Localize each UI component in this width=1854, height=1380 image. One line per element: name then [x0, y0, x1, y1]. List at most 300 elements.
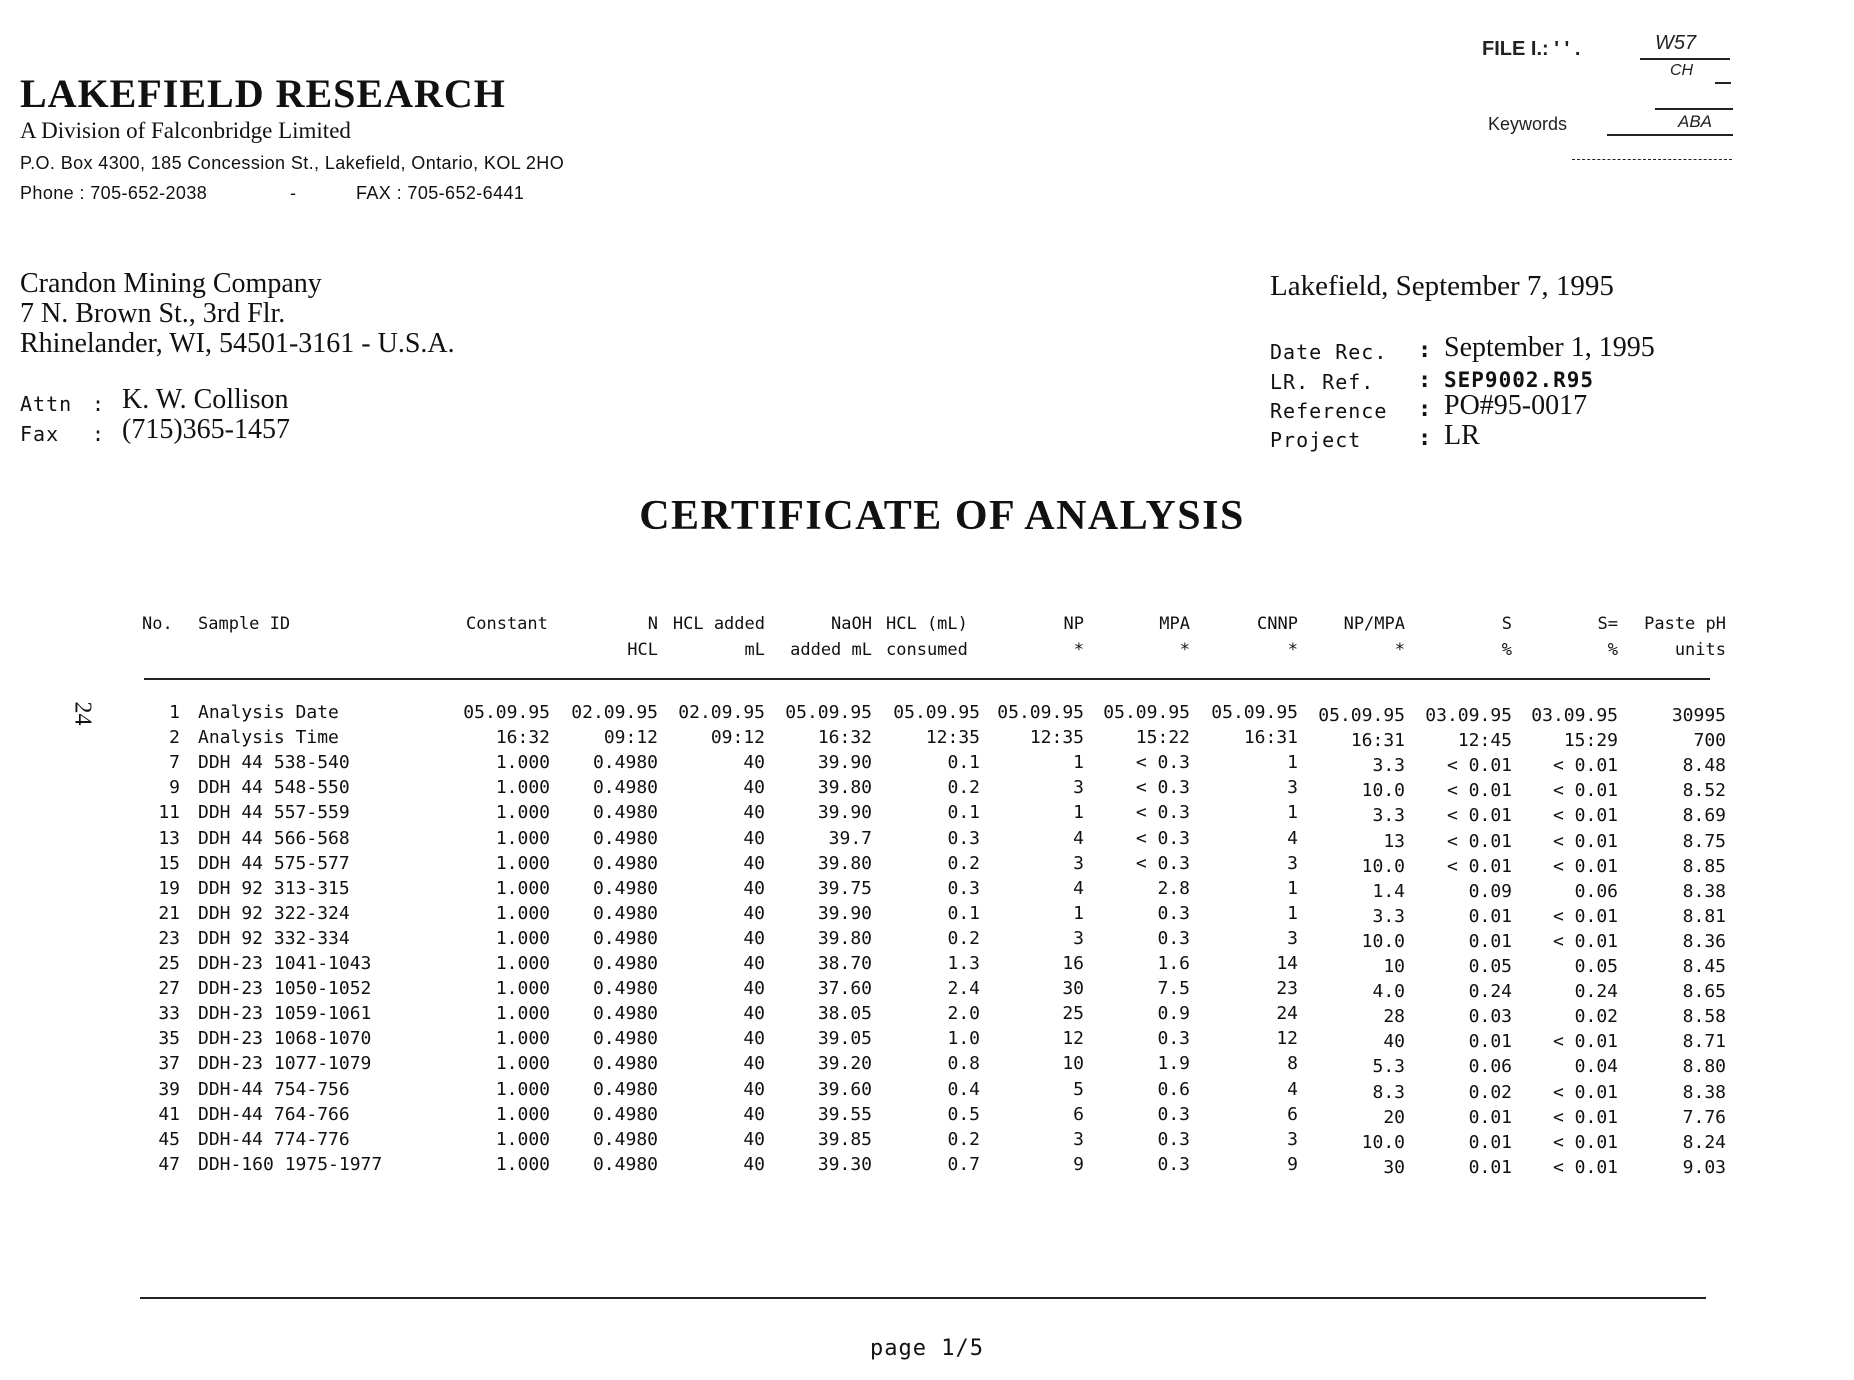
company-address: P.O. Box 4300, 185 Concession St., Lakefield, Ontario, KOL 2HO: [20, 153, 565, 173]
col-naoh-added-cell: 39.55: [817, 1104, 872, 1125]
col-s-sulfide-cell: 15:29: [1563, 730, 1618, 751]
col-s-sulfide-header-line2: %: [1607, 640, 1618, 660]
file-stamp-code: CH: [1670, 62, 1694, 79]
col-np-cell: 10: [1062, 1053, 1084, 1074]
col-mpa-cell: 1.6: [1157, 953, 1190, 974]
col-mpa-header-line2: *: [1179, 640, 1190, 660]
col-sample-id-cell: DDH 44 548-550: [198, 777, 350, 798]
col-n-hcl-cell: 0.4980: [592, 1154, 658, 1175]
col-s-sulfide-cell: 03.09.95: [1531, 705, 1618, 726]
col-naoh-added-cell: 39.80: [817, 928, 872, 949]
col-paste-ph-cell: 8.65: [1682, 981, 1726, 1002]
col-s-sulfide-cell: < 0.01: [1552, 1082, 1618, 1103]
col-hcl-added-cell: 40: [743, 1154, 765, 1175]
col-np-cell: 4: [1073, 878, 1084, 899]
col-constant-cell: 1.000: [495, 853, 550, 874]
col-np-mpa-cell: 4.0: [1372, 981, 1405, 1002]
col-hcl-added-cell: 40: [743, 953, 765, 974]
col-constant-cell: 1.000: [495, 777, 550, 798]
col-naoh-added-cell: 39.20: [817, 1053, 872, 1074]
col-s-cell: 0.01: [1468, 906, 1512, 927]
col-no-cell: 7: [169, 752, 180, 773]
col-no-header: No.: [142, 614, 173, 634]
col-s-sulfide-cell: < 0.01: [1552, 1157, 1618, 1178]
col-paste-ph-cell: 30995: [1671, 705, 1726, 726]
col-hcl-consumed-cell: 0.3: [947, 878, 980, 899]
col-np-mpa-header: NP/MPA: [1343, 614, 1405, 634]
col-np-mpa-header-line2: *: [1394, 640, 1405, 660]
col-constant-cell: 1.000: [495, 828, 550, 849]
col-cnnp-header: CNNP: [1257, 614, 1298, 634]
col-s-sulfide-cell: 0.02: [1574, 1006, 1618, 1027]
col-n-hcl-cell: 0.4980: [592, 828, 658, 849]
bottom-rule: [140, 1297, 1706, 1299]
col-no-cell: 9: [169, 777, 180, 798]
col-mpa-cell: < 0.3: [1135, 853, 1190, 874]
fax-value: (715)365-1457: [122, 414, 290, 445]
col-mpa-cell: < 0.3: [1135, 828, 1190, 849]
col-s-sulfide-cell: 0.04: [1574, 1056, 1618, 1077]
col-np-cell: 12:35: [1029, 727, 1084, 748]
col-no-cell: 19: [158, 878, 180, 899]
col-mpa-cell: 15:22: [1135, 727, 1190, 748]
col-no-cell: 23: [158, 928, 180, 949]
col-no-cell: 11: [158, 802, 180, 823]
col-s-cell: 0.09: [1468, 881, 1512, 902]
date-rec-value: September 1, 1995: [1444, 332, 1655, 363]
col-s-sulfide-cell: 0.05: [1574, 956, 1618, 977]
col-np-cell: 3: [1073, 928, 1084, 949]
col-np-mpa-cell: 13: [1383, 831, 1405, 852]
col-mpa-cell: < 0.3: [1135, 777, 1190, 798]
col-naoh-added-cell: 39.80: [817, 777, 872, 798]
col-hcl-consumed-cell: 12:35: [925, 727, 980, 748]
col-naoh-added-cell: 39.30: [817, 1154, 872, 1175]
col-sample-id-cell: Analysis Date: [198, 702, 339, 723]
col-hcl-consumed-cell: 1.0: [947, 1028, 980, 1049]
col-s-sulfide-cell: < 0.01: [1552, 831, 1618, 852]
col-mpa-cell: 0.3: [1157, 903, 1190, 924]
col-hcl-added-cell: 40: [743, 903, 765, 924]
col-cnnp-cell: 6: [1287, 1104, 1298, 1125]
col-np-mpa-cell: 10.0: [1361, 780, 1405, 801]
col-s-cell: < 0.01: [1446, 805, 1512, 826]
reference-colon: :: [1418, 397, 1432, 422]
col-cnnp-cell: 16:31: [1243, 727, 1298, 748]
col-cnnp-cell: 1: [1287, 752, 1298, 773]
col-cnnp-cell: 3: [1287, 853, 1298, 874]
col-mpa-cell: 0.9: [1157, 1003, 1190, 1024]
col-constant-cell: 1.000: [495, 978, 550, 999]
col-s-cell: < 0.01: [1446, 755, 1512, 776]
col-hcl-consumed-cell: 0.8: [947, 1053, 980, 1074]
col-sample-id-cell: DDH-23 1050-1052: [198, 978, 372, 999]
file-stamp-value: W57: [1655, 32, 1697, 54]
col-hcl-added-cell: 40: [743, 853, 765, 874]
col-paste-ph-cell: 8.80: [1682, 1056, 1726, 1077]
col-paste-ph-cell: 8.58: [1682, 1006, 1726, 1027]
col-constant-cell: 05.09.95: [463, 702, 550, 723]
col-np-cell: 5: [1073, 1079, 1084, 1100]
col-s-sulfide-cell: < 0.01: [1552, 805, 1618, 826]
stamp-underline: [1655, 108, 1733, 110]
col-constant-cell: 1.000: [495, 1028, 550, 1049]
col-n-hcl-cell: 02.09.95: [571, 702, 658, 723]
col-s-sulfide-cell: < 0.01: [1552, 931, 1618, 952]
col-np-cell: 1: [1073, 752, 1084, 773]
col-sample-id-cell: DDH 44 557-559: [198, 802, 350, 823]
col-hcl-added-cell: 09:12: [710, 727, 765, 748]
col-mpa-cell: 2.8: [1157, 878, 1190, 899]
col-hcl-consumed-cell: 0.1: [947, 903, 980, 924]
col-hcl-added-cell: 40: [743, 1129, 765, 1150]
col-hcl-added-header: HCL added: [672, 614, 765, 634]
company-fax: FAX : 705-652-6441: [356, 183, 525, 203]
col-np-cell: 6: [1073, 1104, 1084, 1125]
col-no-cell: 41: [158, 1104, 180, 1125]
col-s-cell: 0.06: [1468, 1056, 1512, 1077]
col-np-mpa-cell: 20: [1383, 1107, 1405, 1128]
col-s-sulfide-header: S=: [1597, 614, 1618, 634]
col-paste-ph-header: Paste pH: [1644, 614, 1726, 634]
company-phone: Phone : 705-652-2038: [20, 183, 208, 203]
col-hcl-consumed-cell: 0.3: [947, 828, 980, 849]
col-constant-cell: 1.000: [495, 1003, 550, 1024]
col-sample-id-cell: DDH-23 1041-1043: [198, 953, 372, 974]
col-np-mpa-cell: 10: [1383, 956, 1405, 977]
attn-label: Attn: [20, 392, 73, 416]
col-hcl-added-cell: 40: [743, 828, 765, 849]
fax-label: Fax: [20, 422, 60, 446]
keywords-label: Keywords: [1488, 114, 1568, 134]
col-sample-id-cell: Analysis Time: [198, 727, 339, 748]
col-cnnp-cell: 24: [1276, 1003, 1298, 1024]
col-no-cell: 47: [158, 1154, 180, 1175]
col-s-cell: 0.01: [1468, 931, 1512, 952]
col-s-cell: 0.02: [1468, 1082, 1512, 1103]
col-paste-ph-cell: 8.52: [1682, 780, 1726, 801]
col-hcl-added-cell: 40: [743, 978, 765, 999]
attn-value: K. W. Collison: [122, 384, 289, 415]
col-naoh-added-cell: 39.85: [817, 1129, 872, 1150]
col-hcl-added-header-line2: mL: [744, 640, 765, 660]
col-naoh-added-cell: 39.60: [817, 1079, 872, 1100]
col-cnnp-cell: 12: [1276, 1028, 1298, 1049]
date-rec-label: Date Rec.: [1270, 340, 1388, 364]
col-cnnp-cell: 3: [1287, 777, 1298, 798]
col-n-hcl-cell: 0.4980: [592, 978, 658, 999]
col-hcl-consumed-cell: 0.2: [947, 853, 980, 874]
col-n-hcl-cell: 0.4980: [592, 777, 658, 798]
col-mpa-cell: 0.3: [1157, 928, 1190, 949]
col-n-hcl-cell: 0.4980: [592, 1053, 658, 1074]
col-s-sulfide-cell: < 0.01: [1552, 1031, 1618, 1052]
col-n-hcl-header: N: [647, 614, 658, 634]
col-mpa-cell: < 0.3: [1135, 802, 1190, 823]
col-s-sulfide-cell: < 0.01: [1552, 780, 1618, 801]
col-s-sulfide-cell: 0.24: [1574, 981, 1618, 1002]
col-np-mpa-cell: 28: [1383, 1006, 1405, 1027]
col-hcl-consumed-cell: 0.7: [947, 1154, 980, 1175]
file-stamp: [1480, 32, 1750, 148]
col-np-mpa-cell: 16:31: [1350, 730, 1405, 751]
col-paste-ph-cell: 8.85: [1682, 856, 1726, 877]
col-cnnp-cell: 4: [1287, 1079, 1298, 1100]
col-s-sulfide-cell: < 0.01: [1552, 755, 1618, 776]
col-hcl-added-cell: 40: [743, 1053, 765, 1074]
col-n-hcl-cell: 0.4980: [592, 1079, 658, 1100]
col-mpa-cell: 05.09.95: [1103, 702, 1190, 723]
col-hcl-added-cell: 40: [743, 802, 765, 823]
keywords-value: ABA: [1678, 112, 1713, 131]
col-np-cell: 3: [1073, 1129, 1084, 1150]
col-np-mpa-cell: 8.3: [1372, 1082, 1405, 1103]
col-constant-cell: 1.000: [495, 1053, 550, 1074]
lr-ref-colon: :: [1418, 368, 1432, 393]
col-np-mpa-cell: 1.4: [1372, 881, 1405, 902]
col-hcl-consumed-header-line2: consumed: [886, 640, 968, 660]
col-no-cell: 13: [158, 828, 180, 849]
col-sample-id-header: Sample ID: [198, 614, 291, 634]
col-sample-id-cell: DDH 44 538-540: [198, 752, 350, 773]
col-n-hcl-cell: 0.4980: [592, 878, 658, 899]
col-s-header-line2: %: [1501, 640, 1512, 660]
col-naoh-added-cell: 39.75: [817, 878, 872, 899]
stamp-underline: [1572, 159, 1732, 160]
col-hcl-consumed-cell: 2.0: [947, 1003, 980, 1024]
col-constant-cell: 1.000: [495, 1104, 550, 1125]
company-division: A Division of Falconbridge Limited: [20, 118, 351, 143]
col-n-hcl-cell: 0.4980: [592, 1129, 658, 1150]
col-cnnp-cell: 3: [1287, 1129, 1298, 1150]
col-mpa-cell: 0.3: [1157, 1104, 1190, 1125]
col-constant-cell: 1.000: [495, 1079, 550, 1100]
col-naoh-added-cell: 39.7: [828, 828, 872, 849]
col-sample-id-cell: DDH 92 332-334: [198, 928, 350, 949]
col-constant-cell: 1.000: [495, 1129, 550, 1150]
col-naoh-added-cell: 39.90: [817, 752, 872, 773]
col-hcl-consumed-cell: 2.4: [947, 978, 980, 999]
col-constant-cell: 1.000: [495, 878, 550, 899]
reference-value: PO#95-0017: [1444, 390, 1588, 421]
col-mpa-cell: < 0.3: [1135, 752, 1190, 773]
col-s-sulfide-cell: < 0.01: [1552, 1132, 1618, 1153]
col-cnnp-cell: 4: [1287, 828, 1298, 849]
col-paste-ph-cell: 8.69: [1682, 805, 1726, 826]
col-constant-cell: 1.000: [495, 903, 550, 924]
col-s-cell: 0.01: [1468, 1157, 1512, 1178]
company-name: LAKEFIELD RESEARCH: [20, 71, 506, 116]
col-paste-ph-cell: 8.45: [1682, 956, 1726, 977]
col-no-cell: 15: [158, 853, 180, 874]
col-np-cell: 3: [1073, 853, 1084, 874]
col-mpa-cell: 0.3: [1157, 1028, 1190, 1049]
recipient-address-line1: 7 N. Brown St., 3rd Flr.: [20, 298, 286, 329]
col-np-mpa-cell: 3.3: [1372, 805, 1405, 826]
reference-label: Reference: [1270, 399, 1388, 423]
col-hcl-added-cell: 40: [743, 1104, 765, 1125]
col-cnnp-cell: 8: [1287, 1053, 1298, 1074]
lr-ref-label: LR. Ref.: [1270, 370, 1375, 394]
col-sample-id-cell: DDH-44 774-776: [198, 1129, 350, 1150]
col-np-cell: 05.09.95: [997, 702, 1084, 723]
col-hcl-added-cell: 40: [743, 1079, 765, 1100]
col-hcl-consumed-header: HCL (mL): [886, 614, 968, 634]
project-label: Project: [1270, 428, 1362, 452]
recipient-name: Crandon Mining Company: [20, 268, 322, 299]
col-n-hcl-cell: 0.4980: [592, 802, 658, 823]
col-paste-ph-cell: 8.36: [1682, 931, 1726, 952]
col-s-sulfide-cell: < 0.01: [1552, 906, 1618, 927]
fax-colon: :: [92, 422, 105, 446]
col-sample-id-cell: DDH 44 566-568: [198, 828, 350, 849]
col-constant-cell: 16:32: [495, 727, 550, 748]
col-hcl-consumed-cell: 1.3: [947, 953, 980, 974]
col-s-header: S: [1501, 614, 1512, 634]
col-naoh-added-cell: 16:32: [817, 727, 872, 748]
col-paste-ph-cell: 8.81: [1682, 906, 1726, 927]
attn-colon: :: [92, 392, 105, 416]
col-naoh-added-cell: 05.09.95: [785, 702, 872, 723]
col-np-mpa-cell: 30: [1383, 1157, 1405, 1178]
date-rec-colon: :: [1418, 338, 1432, 363]
col-paste-ph-header-line2: units: [1674, 640, 1726, 660]
col-hcl-added-cell: 40: [743, 1003, 765, 1024]
col-mpa-cell: 0.6: [1157, 1079, 1190, 1100]
col-sample-id-cell: DDH-44 764-766: [198, 1104, 350, 1125]
col-s-cell: < 0.01: [1446, 856, 1512, 877]
col-constant-cell: 1.000: [495, 928, 550, 949]
col-sample-id-cell: DDH-160 1975-1977: [198, 1154, 383, 1175]
col-no-cell: 33: [158, 1003, 180, 1024]
col-naoh-added-header-line2: added mL: [790, 640, 872, 660]
col-no-cell: 39: [158, 1079, 180, 1100]
col-np-mpa-cell: 40: [1383, 1031, 1405, 1052]
col-no-cell: 21: [158, 903, 180, 924]
col-naoh-added-cell: 37.60: [817, 978, 872, 999]
col-no-cell: 37: [158, 1053, 180, 1074]
col-np-cell: 1: [1073, 903, 1084, 924]
col-np-cell: 3: [1073, 777, 1084, 798]
col-paste-ph-cell: 8.38: [1682, 881, 1726, 902]
col-cnnp-cell: 23: [1276, 978, 1298, 999]
col-np-cell: 25: [1062, 1003, 1084, 1024]
col-n-hcl-cell: 0.4980: [592, 752, 658, 773]
lr-ref-value: SEP9002.R95: [1444, 368, 1595, 392]
col-hcl-added-cell: 40: [743, 878, 765, 899]
file-stamp-label: FILE I.: ' ' .: [1482, 38, 1581, 60]
col-paste-ph-cell: 8.71: [1682, 1031, 1726, 1052]
col-s-cell: 0.01: [1468, 1107, 1512, 1128]
col-paste-ph-cell: 8.48: [1682, 755, 1726, 776]
col-np-header-line2: *: [1073, 640, 1084, 660]
col-s-cell: 0.01: [1468, 1031, 1512, 1052]
col-no-cell: 25: [158, 953, 180, 974]
col-s-sulfide-cell: < 0.01: [1552, 1107, 1618, 1128]
col-n-hcl-cell: 0.4980: [592, 1104, 658, 1125]
col-cnnp-cell: 3: [1287, 928, 1298, 949]
col-constant-cell: 1.000: [495, 752, 550, 773]
col-s-sulfide-cell: < 0.01: [1552, 856, 1618, 877]
margin-page-number: 24: [69, 701, 96, 726]
col-sample-id-cell: DDH-23 1068-1070: [198, 1028, 372, 1049]
col-hcl-consumed-cell: 0.2: [947, 1129, 980, 1150]
col-s-sulfide-cell: 0.06: [1574, 881, 1618, 902]
col-hcl-consumed-cell: 0.4: [947, 1079, 980, 1100]
col-paste-ph-cell: 7.76: [1682, 1107, 1726, 1128]
col-n-hcl-cell: 0.4980: [592, 1028, 658, 1049]
col-hcl-added-cell: 40: [743, 752, 765, 773]
col-hcl-added-cell: 02.09.95: [678, 702, 765, 723]
col-s-cell: 0.01: [1468, 1132, 1512, 1153]
col-sample-id-cell: DDH 92 313-315: [198, 878, 350, 899]
col-sample-id-cell: DDH-44 754-756: [198, 1079, 350, 1100]
col-np-cell: 1: [1073, 802, 1084, 823]
col-n-hcl-cell: 09:12: [603, 727, 658, 748]
col-np-mpa-cell: 5.3: [1372, 1056, 1405, 1077]
col-cnnp-cell: 05.09.95: [1211, 702, 1298, 723]
col-mpa-header: MPA: [1159, 614, 1190, 634]
col-np-mpa-cell: 10.0: [1361, 931, 1405, 952]
col-paste-ph-cell: 9.03: [1682, 1157, 1726, 1178]
col-constant-header: Constant: [466, 614, 548, 634]
col-mpa-cell: 0.3: [1157, 1154, 1190, 1175]
col-paste-ph-cell: 8.38: [1682, 1082, 1726, 1103]
project-colon: :: [1418, 426, 1432, 451]
col-naoh-added-cell: 39.90: [817, 903, 872, 924]
col-sample-id-cell: DDH-23 1077-1079: [198, 1053, 372, 1074]
col-np-cell: 30: [1062, 978, 1084, 999]
col-n-hcl-header-line2: HCL: [627, 640, 658, 660]
col-sample-id-cell: DDH 92 322-324: [198, 903, 350, 924]
col-sample-id-cell: DDH-23 1059-1061: [198, 1003, 372, 1024]
col-s-cell: 0.05: [1468, 956, 1512, 977]
col-np-cell: 9: [1073, 1154, 1084, 1175]
col-np-mpa-cell: 3.3: [1372, 906, 1405, 927]
col-constant-cell: 1.000: [495, 953, 550, 974]
col-naoh-added-header: NaOH: [831, 614, 872, 634]
col-naoh-added-cell: 38.05: [817, 1003, 872, 1024]
col-no-cell: 27: [158, 978, 180, 999]
col-np-mpa-cell: 10.0: [1361, 856, 1405, 877]
col-hcl-added-cell: 40: [743, 928, 765, 949]
col-mpa-cell: 0.3: [1157, 1129, 1190, 1150]
col-sample-id-cell: DDH 44 575-577: [198, 853, 350, 874]
col-cnnp-header-line2: *: [1287, 640, 1298, 660]
stamp-underline: [1715, 82, 1731, 84]
col-hcl-added-cell: 40: [743, 1028, 765, 1049]
col-hcl-added-cell: 40: [743, 777, 765, 798]
col-mpa-cell: 1.9: [1157, 1053, 1190, 1074]
col-hcl-consumed-cell: 05.09.95: [893, 702, 980, 723]
col-hcl-consumed-cell: 0.5: [947, 1104, 980, 1125]
col-cnnp-cell: 9: [1287, 1154, 1298, 1175]
col-naoh-added-cell: 39.80: [817, 853, 872, 874]
col-np-cell: 12: [1062, 1028, 1084, 1049]
col-constant-cell: 1.000: [495, 802, 550, 823]
separator-dash: -: [290, 183, 296, 203]
col-n-hcl-cell: 0.4980: [592, 853, 658, 874]
col-paste-ph-cell: 700: [1693, 730, 1726, 751]
col-paste-ph-cell: 8.75: [1682, 831, 1726, 852]
col-s-cell: 12:45: [1457, 730, 1512, 751]
col-np-mpa-cell: 05.09.95: [1318, 705, 1405, 726]
stamp-underline: [1607, 134, 1733, 136]
col-np-mpa-cell: 3.3: [1372, 755, 1405, 776]
col-no-cell: 45: [158, 1129, 180, 1150]
col-naoh-added-cell: 39.90: [817, 802, 872, 823]
page-number: page 1/5: [870, 1336, 984, 1361]
